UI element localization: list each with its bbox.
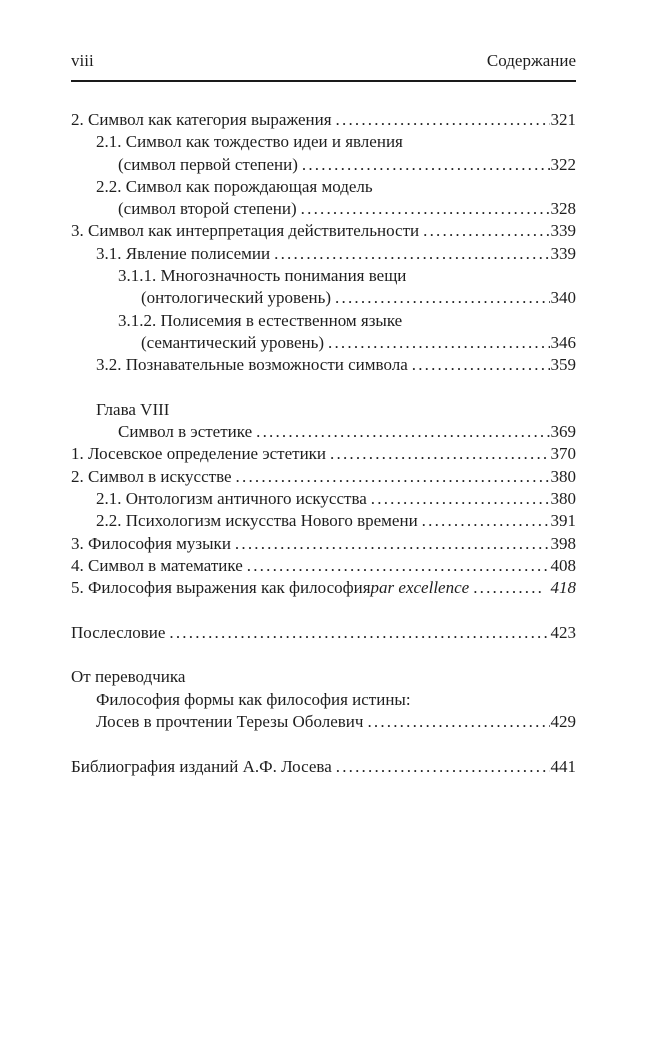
toc-entry [71,711,576,733]
dot-leader [367,711,549,733]
dot-leader [235,533,550,555]
dot-leader [301,198,550,220]
page-header [71,51,576,82]
toc-entry [71,354,576,376]
toc-entry [71,666,576,688]
toc-page-number: 339 [550,243,576,263]
toc-entry [71,243,576,265]
toc-entry-text: 2. Символ как категория выражения [71,110,332,129]
toc-entry [71,154,576,176]
dot-leader [302,154,550,176]
dot-leader [274,243,549,265]
toc-entry-text: Послесловие [71,622,166,642]
toc-page-number: 423 [550,622,576,642]
toc-page-number: 370 [550,444,576,464]
toc-page-number: 380 [550,489,576,509]
toc-entry [71,555,576,577]
toc-entry-text: 3.2. Познавательные возможности символа [96,355,408,375]
toc-entry [71,265,576,287]
toc-page-number: 340 [550,288,576,308]
toc-entry [71,332,576,354]
toc-entry-text: 2.2. Символ как порождающая модель [96,176,373,196]
toc-page-number: 391 [550,511,576,531]
toc-page-number: 380 [550,466,576,486]
toc-entry [71,510,576,532]
toc-entry-text: (символ второй степени) [118,199,297,219]
toc-entry [71,310,576,332]
dot-leader [423,220,549,242]
toc-page-number: 398 [550,533,576,553]
toc-page-number: 408 [550,555,576,575]
toc-group-gap [71,644,576,666]
dot-leader [256,421,549,443]
toc-entry-text: 3. Философия музыки [71,533,231,553]
toc-entry-text: 2.2. Психологизм искусства Нового времени [96,511,418,531]
toc-entry [71,443,576,465]
toc-page-number: 322 [550,154,576,174]
toc-page-number: 359 [550,355,576,375]
toc-entry-text: Глава VIII [96,399,170,419]
toc-page-number: 441 [550,756,576,776]
toc-entry-text: 3.1.1. Многозначность понимания вещи [118,266,407,286]
toc-entry [71,176,576,198]
toc-entry [71,198,576,220]
dot-leader [236,466,550,488]
toc-page-number: 346 [550,332,576,352]
toc-page-number: 369 [550,422,576,442]
toc-entry-text: (символ первой степени) [118,154,298,174]
toc-page-number: 321 [550,110,576,129]
toc-entry-text: Библиография изданий А.Ф. Лосева [71,756,332,776]
toc-entry [71,287,576,309]
toc-entry-text-italic: par excellence [370,578,470,598]
toc-entry [71,399,576,421]
running-head-title: Содержание [486,51,576,70]
dot-leader [412,354,550,376]
toc-entry-text: 1. Лосевское определение эстетики [71,444,327,464]
toc-entry-text: 2.1. Онтологизм античного искусства [96,489,367,509]
toc-list [71,109,576,778]
book-page [0,51,670,1038]
toc-entry [71,533,576,555]
toc-entry [71,689,576,711]
toc-entry [71,421,576,443]
toc-group-gap [71,733,576,755]
dot-leader [328,332,549,354]
dot-leader [336,109,550,131]
toc-page-number: 418 [550,578,576,598]
toc-group-gap [71,600,576,622]
toc-entry-text: Философия формы как философия истины: [96,689,411,709]
toc-entry [71,131,576,153]
toc-entry-text: (семантический уровень) [141,332,325,352]
toc-group-gap [71,377,576,399]
toc-page-number: 429 [550,712,576,732]
toc-entry [71,577,576,599]
toc-entry-text: 5. Философия выражения как философия [71,578,371,598]
dot-leader [336,756,550,778]
toc-entry-text: 2. Символ в искусстве [71,466,232,486]
dot-leader [169,622,549,644]
toc-entry-text: 3. Символ как интерпретация действительности [71,221,420,241]
dot-leader [371,488,550,510]
toc-entry-text: Символ в эстетике [118,422,253,442]
dot-leader [247,555,550,577]
toc-entry [71,466,576,488]
toc-entry-text: 4. Символ в математике [71,555,243,575]
toc-entry-text: 3.1.2. Полисемия в естественном языке [118,310,403,330]
dot-leader [473,577,542,599]
toc-entry [71,488,576,510]
toc-entry [71,109,576,131]
toc-entry [71,220,576,242]
dot-leader [330,443,549,465]
toc-entry [71,622,576,644]
toc-entry-text: (онтологический уровень) [141,288,332,308]
dot-leader [422,510,550,532]
toc-page-number: 328 [550,199,576,219]
toc-entry-text: Лосев в прочтении Терезы Оболевич [96,712,364,732]
folio-page-number: viii [71,51,94,70]
toc-entry-text: От переводчика [71,667,186,687]
toc-entry [71,756,576,778]
toc-page-number: 339 [550,221,576,241]
toc-entry-text: 3.1. Явление полисемии [96,243,271,263]
toc-entry-text: 2.1. Символ как тождество идеи и явления [96,132,403,152]
dot-leader [335,287,549,309]
